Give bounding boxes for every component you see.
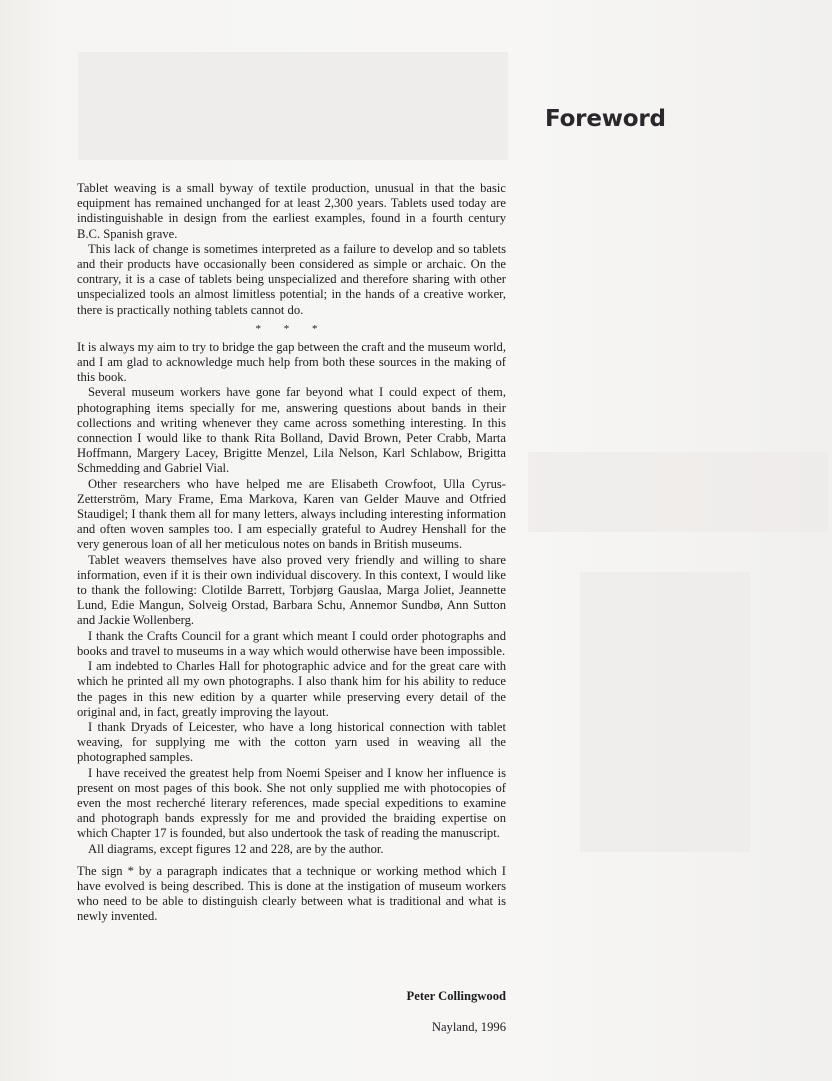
section-separator: * * * — [255, 322, 328, 335]
paragraph: I am indebted to Charles Hall for photographic advice and for the great care with which he printed all my own photographs. I also thank him for his ability to reduce the pages in this new edition by a quarter while preserving every detail of the original and, in fact, greatly improving the layout. — [77, 659, 506, 719]
paragraph: Several museum workers have gone far beyond what I could expect of them, photographing items specially for me, answering questions about bands in their collections and writing whenever they came across something interesting. In this connection I would like to thank Rita Bolland, David Brown, Peter Crabb, Marta Hoffmann, Margery Lacey, Brigitte Menzel, Lila Nelson, Karl Schlabow, Brigitta Schmedding and Gabriel Vial. — [77, 385, 506, 476]
show-through-caption — [528, 452, 828, 532]
note-paragraph: The sign * by a paragraph indicates that a technique or working method which I have evolved is being described. This is done at the instigation of museum workers who need to be able to distinguish clearly between what is traditional and what is newly invented. — [77, 863, 506, 924]
show-through-photo — [580, 572, 750, 852]
paragraph: Other researchers who have helped me are Elisabeth Crowfoot, Ulla Cyrus-Zetterström, Mary Frame, Ema Markova, Karen van Gelder Mauve and Otfried Staudigel; I thank them all for many letters, always including interesting information and often woven samples too. I am especially grateful to Audrey Henshall for the very generous loan of all her meticulous notes on bands in British museums. — [77, 476, 506, 552]
author-signature: Peter Collingwood — [406, 989, 506, 1003]
paragraph: Tablet weavers themselves have also proved very friendly and willing to share information, even if it is their own individual discovery. In this context, I would like to thank the following: Clotilde Barrett, Torbjørg Gauslaa, Marga Joliet, Jeannette Lund, Edie Mangun, Solveig Orstad, Barbara Schu, Annemor Sundbø, Ann Sutton and Jackie Wollenberg. — [77, 552, 506, 628]
page-heading: Foreword — [545, 106, 666, 132]
paragraph: All diagrams, except figures 12 and 228, are by the author. — [88, 841, 384, 856]
paragraph: This lack of change is sometimes interpreted as a failure to develop and so tablets and their products have occasionally been considered as simple or archaic. On the contrary, it is a case of tablets being unspecialized and therefore sharing with other unspecialized tools an almost limitless potential; in the hands of a creative worker, there is practically nothing tablets cannot do. — [77, 241, 506, 317]
place-and-date: Nayland, 1996 — [431, 1020, 506, 1034]
paragraph: It is always my aim to try to bridge the gap between the craft and the museum world, and I am glad to acknowledge much help from both these sources in the making of this book. — [77, 339, 506, 385]
paragraph: I thank Dryads of Leicester, who have a long historical connection with tablet weaving, for supplying me with the cotton yarn used in weaving all the photographed samples. — [77, 719, 506, 765]
paragraph: I have received the greatest help from Noemi Speiser and I know her influence is present on most pages of this book. She not only supplied me with photocopies of even the most recherché literary references, made special expeditions to examine and photograph bands expressly for me and provided the braiding expertise on which Chapter 17 is founded, but also undertook the task of reading the manuscript. — [77, 765, 506, 841]
paragraph: I thank the Crafts Council for a grant which meant I could order photographs and books and travel to museums in a way which would otherwise have been impossible. — [77, 628, 506, 658]
paragraph: Tablet weaving is a small byway of textile production, unusual in that the basic equipment has remained unchanged for at least 2,300 years. Tablets used today are indistinguishable in design from the earliest examples, found in a fourth century B.C. Spanish grave. — [77, 181, 506, 241]
foreword-body — [77, 181, 506, 925]
show-through-image — [78, 52, 508, 160]
